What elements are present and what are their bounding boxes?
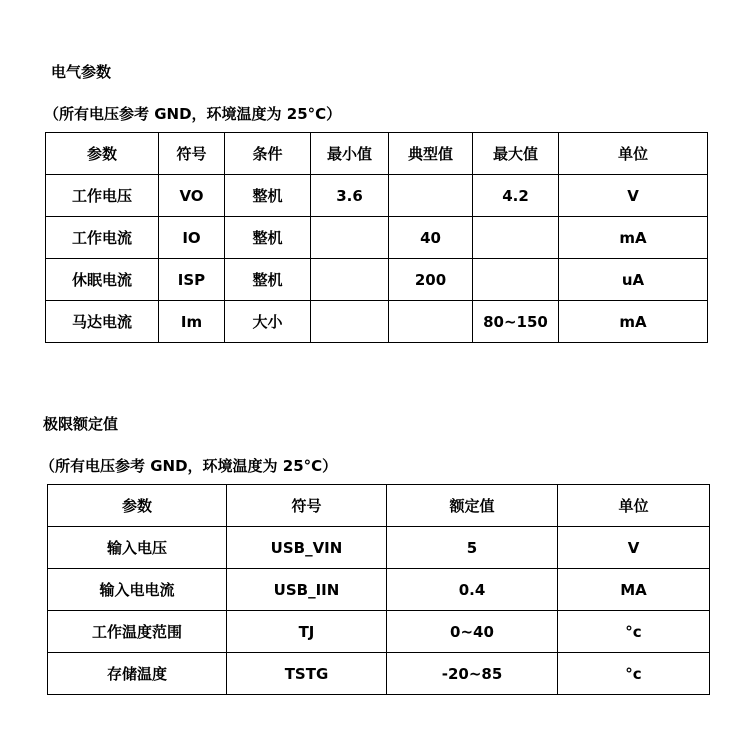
table-cell (473, 259, 559, 301)
table-cell: 工作温度范围 (48, 611, 227, 653)
column-header: 额定值 (387, 485, 558, 527)
section1-title: 电气参数 (51, 63, 112, 81)
column-header: 符号 (227, 485, 387, 527)
table-cell: TJ (227, 611, 387, 653)
table-cell: IO (159, 217, 225, 259)
column-header: 参数 (48, 485, 227, 527)
column-header: 典型值 (389, 133, 473, 175)
section2-note: （所有电压参考 GND，环境温度为 25°C） (40, 457, 338, 475)
table-cell: VO (159, 175, 225, 217)
section2-title: 极限额定值 (43, 415, 119, 433)
table-cell (389, 301, 473, 343)
table-row (48, 569, 710, 611)
table-cell: mA (559, 217, 708, 259)
table-cell (473, 217, 559, 259)
table-cell: 5 (387, 527, 558, 569)
table-cell (311, 217, 389, 259)
table-cell: MA (558, 569, 710, 611)
table-cell: 80~150 (473, 301, 559, 343)
section1-note: （所有电压参考 GND，环境温度为 25°C） (44, 105, 342, 123)
table-cell: V (559, 175, 708, 217)
table-cell: 整机 (225, 259, 311, 301)
table-cell: 休眠电流 (46, 259, 159, 301)
table-cell: 整机 (225, 217, 311, 259)
table-row (46, 175, 708, 217)
electrical-parameters-table (45, 132, 708, 343)
table-row (48, 527, 710, 569)
table-cell: mA (559, 301, 708, 343)
table-cell: 工作电压 (46, 175, 159, 217)
table-cell: -20~85 (387, 653, 558, 695)
table-cell: 输入电压 (48, 527, 227, 569)
table-cell: 0~40 (387, 611, 558, 653)
table-cell: °c (558, 653, 710, 695)
column-header: 最小值 (311, 133, 389, 175)
table-row (46, 301, 708, 343)
table-cell: USB_VIN (227, 527, 387, 569)
table-header-row (48, 485, 710, 527)
table-cell: 输入电电流 (48, 569, 227, 611)
table-cell: 200 (389, 259, 473, 301)
table-cell: 大小 (225, 301, 311, 343)
table-cell: °c (558, 611, 710, 653)
table-cell: 40 (389, 217, 473, 259)
table-cell (311, 301, 389, 343)
table-cell: USB_IIN (227, 569, 387, 611)
table-cell (311, 259, 389, 301)
table-cell: TSTG (227, 653, 387, 695)
column-header: 符号 (159, 133, 225, 175)
table-header-row (46, 133, 708, 175)
table-cell (389, 175, 473, 217)
column-header: 单位 (558, 485, 710, 527)
table-cell: ISP (159, 259, 225, 301)
table-cell: uA (559, 259, 708, 301)
column-header: 参数 (46, 133, 159, 175)
table-cell: V (558, 527, 710, 569)
table-row (48, 653, 710, 695)
table-cell: 马达电流 (46, 301, 159, 343)
table-cell: 整机 (225, 175, 311, 217)
column-header: 最大值 (473, 133, 559, 175)
column-header: 单位 (559, 133, 708, 175)
table-cell: Im (159, 301, 225, 343)
column-header: 条件 (225, 133, 311, 175)
table-cell: 0.4 (387, 569, 558, 611)
absolute-ratings-table (47, 484, 710, 695)
table-cell: 3.6 (311, 175, 389, 217)
table-cell: 工作电流 (46, 217, 159, 259)
table-row (46, 217, 708, 259)
table-row (48, 611, 710, 653)
table-cell: 存储温度 (48, 653, 227, 695)
table-row (46, 259, 708, 301)
table-cell: 4.2 (473, 175, 559, 217)
